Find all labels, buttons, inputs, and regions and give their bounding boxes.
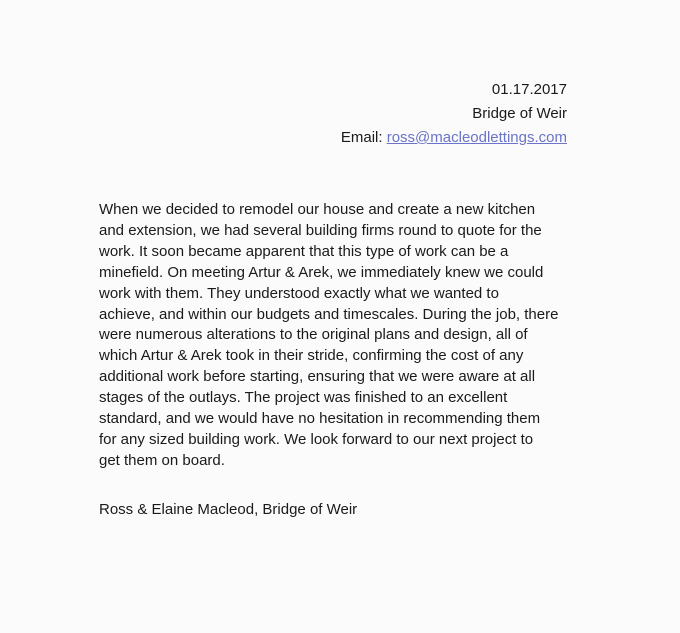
- body-line: work with them. They understood exactly what we wanted to: [99, 284, 499, 302]
- letter-location: Bridge of Weir: [472, 105, 567, 122]
- body-line: additional work before starting, ensuring that we were aware at all: [99, 368, 536, 386]
- letter-signature: Ross & Elaine Macleod, Bridge of Weir: [99, 501, 358, 518]
- body-line: minefield. On meeting Artur & Arek, we immediately knew we could: [99, 263, 544, 281]
- body-line: stages of the outlays. The project was finished to an excellent: [99, 389, 508, 407]
- letter-header: [341, 78, 567, 150]
- body-line: When we decided to remodel our house and create a new kitchen: [99, 201, 536, 218]
- body-line: standard, and we would have no hesitation in recommending them: [99, 410, 541, 428]
- body-line: and extension, we had several building firms round to quote for the: [99, 221, 542, 239]
- email-label: Email:: [340, 129, 387, 146]
- body-line: which Artur & Arek took in their stride, confirming the cost of any: [99, 347, 524, 365]
- letter-date: 01.17.2017: [491, 81, 567, 98]
- body-line: work. It soon became apparent that this type of work can be a: [99, 242, 509, 260]
- body-line: were numerous alterations to the original plans and design, all of: [99, 326, 528, 344]
- body-line: for any sized building work. We look forward to our next project to: [99, 430, 534, 448]
- letter-body: [99, 200, 589, 472]
- body-line: get them on board.: [99, 451, 225, 469]
- body-line: achieve, and within our budgets and timescales. During the job, there: [99, 305, 559, 323]
- email-line: [341, 126, 567, 150]
- email-link[interactable]: ross@macleodlettings.com: [386, 129, 567, 146]
